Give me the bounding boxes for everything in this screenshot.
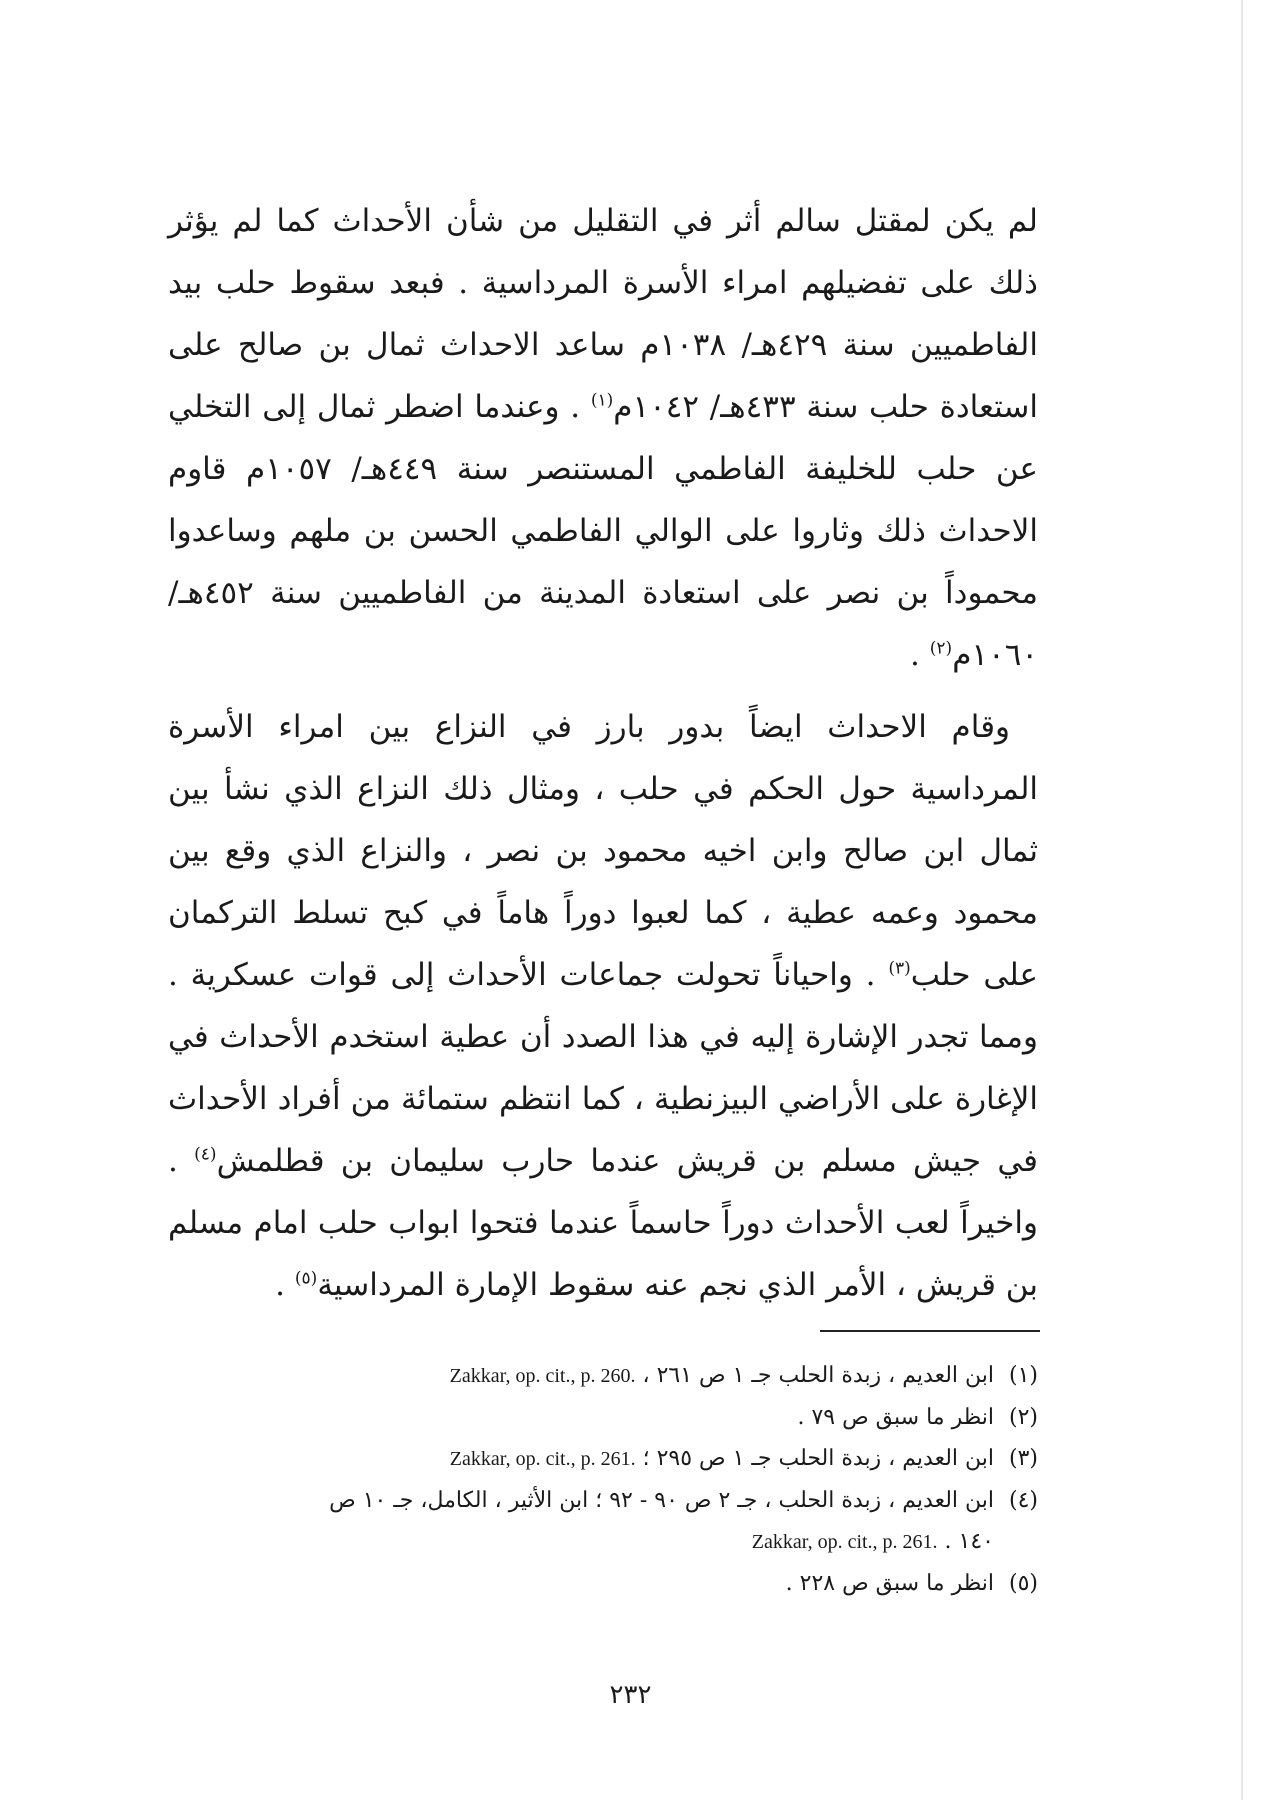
footnote-4 — [150, 1480, 1038, 1521]
paragraph-1-line-3: الفاطميين سنة ٤٢٩هـ/ ١٠٣٨م ساعد الاحداث ثمال بن صالح على — [168, 327, 1038, 363]
footnote-5-number: (٥) — [1008, 1571, 1038, 1596]
paragraph-1-text-after-ref-1: . وعندما اضطر ثمال إلى التخلي عن حلب للخليفة الفاطمي المستنصر سنة ٤٤٩هـ/ ١٠٥٧م قاوم الاحداث ذلك وثاروا على الوالي الفاطمي الحسن بن ملهم وساعدوا محموداً بن نصر على استعادة المدينة من الفاطميين سنة ٤٥٢هـ/ ١٠٦٠م — [168, 389, 1039, 673]
footnote-ref-5: (٥) — [294, 1268, 318, 1289]
footnote-1-body — [150, 1355, 994, 1397]
footnote-2-number: (٢) — [1008, 1405, 1038, 1430]
paragraph-1 — [168, 190, 1038, 686]
body-text — [168, 190, 1038, 1316]
paragraph-2-text-4: . — [275, 1267, 295, 1303]
footnote-3-number: (٣) — [1008, 1446, 1038, 1471]
paragraph-2 — [168, 696, 1038, 1316]
footnote-separator — [820, 1330, 1040, 1332]
footnote-4-number: (٤) — [1008, 1488, 1038, 1513]
footnote-ref-3: (٣) — [888, 958, 911, 979]
page-edge-line — [1241, 0, 1243, 1800]
paragraph-1-text-after-ref-2: . — [910, 637, 930, 673]
footnote-1-citation: Zakkar, op. cit., p. 260. — [449, 1365, 636, 1387]
footnote-1 — [150, 1355, 1038, 1397]
paragraph-2-text-3: . واخيراً لعب الأحداث دوراً حاسماً عندما فتحوا ابواب حلب امام مسلم بن قريش ، الأمر الذي نجم عنه سقوط الإمارة المرداسية — [168, 1143, 1038, 1303]
footnote-3-body — [150, 1438, 994, 1480]
paragraph-1-line-1: لم يكن لمقتل سالم أثر في التقليل من شأن الأحداث كما لم يؤثر — [168, 203, 1038, 239]
footnote-4-cont-arabic: ١٤٠ . — [937, 1529, 994, 1554]
footnote-2 — [150, 1397, 1038, 1438]
paragraph-2-text-2: . واحياناً تحولت جماعات الأحداث إلى قوات عسكرية . ومما تجدر الإشارة إليه في هذا الصدد أن عطية استخدم الأحداث في الإغارة على الأراضي البيزنطية ، كما انتظم ستمائة من أفراد الأحداث في جيش مسلم بن قريش عندما حارب سليمان بن قطلمش — [168, 957, 1038, 1179]
footnote-1-arabic: ابن العديم ، زبدة الحلب جـ ١ ص ٢٦١ ، — [635, 1363, 994, 1388]
paragraph-2-text-1: وقام الاحداث ايضاً بدور بارز في النزاع بين امراء الأسرة المرداسية حول الحكم في حلب ، ومثال ذلك النزاع الذي نشأ بين ثمال ابن صالح وابن اخيه محمود بن نصر ، والنزاع الذي وقع بين محمود وعمه عطية ، كما لعبوا دوراً هاماً في كبح تسلط التركمان على حلب — [168, 709, 1038, 993]
footnote-ref-2: (٢) — [929, 638, 953, 659]
footnote-5-body: انظر ما سبق ص ٢٢٨ . — [785, 1571, 994, 1596]
paragraph-1-line-4: استعادة حلب سنة ٤٣٣هـ/ ١٠٤٢م — [613, 389, 1039, 425]
footnotes — [150, 1355, 1038, 1604]
footnote-5 — [150, 1563, 1038, 1604]
footnote-ref-4: (٤) — [194, 1144, 217, 1165]
footnote-4-body: ابن العديم ، زبدة الحلب ، جـ ٢ ص ٩٠ - ٩٢ ؛ ابن الأثير ، الكامل، جـ ١٠ ص — [329, 1488, 994, 1513]
paragraph-1-line-2: ذلك على تفضيلهم امراء الأسرة المرداسية . فبعد سقوط حلب بيد — [168, 265, 1038, 301]
footnote-4-citation: Zakkar, op. cit., p. 261. — [751, 1531, 938, 1553]
footnote-4-continuation — [150, 1521, 1038, 1563]
footnote-2-body: انظر ما سبق ص ٧٩ . — [797, 1405, 994, 1430]
page-number: ٢٣٢ — [609, 1680, 652, 1710]
footnote-3 — [150, 1438, 1038, 1480]
footnote-1-number: (١) — [1008, 1363, 1038, 1388]
footnote-3-arabic: ابن العديم ، زبدة الحلب جـ ١ ص ٢٩٥ ؛ — [635, 1446, 994, 1471]
footnote-ref-1: (١) — [590, 390, 614, 411]
footnote-3-citation: Zakkar, op. cit., p. 261. — [449, 1448, 636, 1470]
